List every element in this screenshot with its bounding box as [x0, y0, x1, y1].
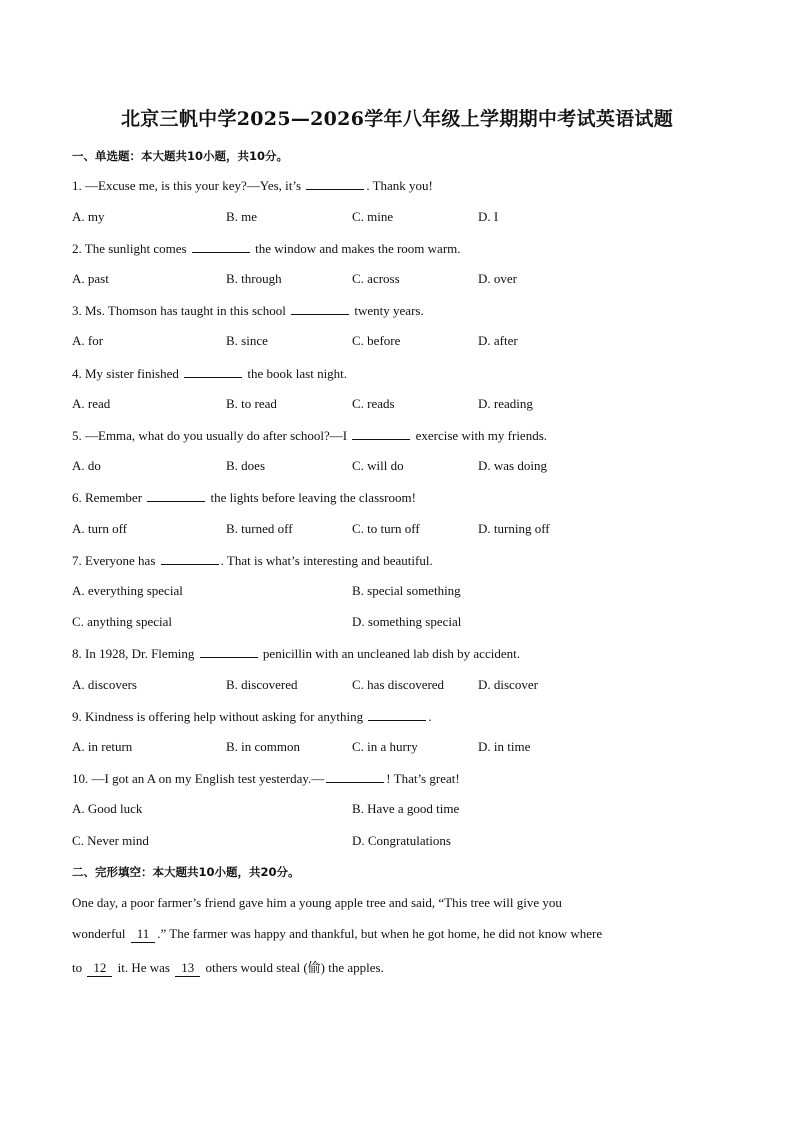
- option-5a: A. do: [72, 458, 101, 473]
- answer-blank: [184, 365, 242, 378]
- option-1c: C. mine: [352, 209, 394, 224]
- passage-line-3: to 12 it. He was 13 others would steal (偷) the apples.: [72, 960, 384, 975]
- answer-blank: [306, 177, 364, 190]
- option-1b: B. me: [226, 209, 258, 224]
- option-7c: C. anything special: [72, 614, 173, 629]
- option-6b: B. turned off: [226, 521, 293, 536]
- answer-blank: [192, 240, 250, 253]
- option-9b: B. in common: [226, 739, 301, 754]
- cloze-blank-11: 11: [131, 926, 156, 943]
- option-4c: C. reads: [352, 396, 395, 411]
- answer-blank: [291, 302, 349, 315]
- answer-blank: [200, 645, 258, 658]
- question-8: 8. In 1928, Dr. Fleming penicillin with an uncleaned lab dish by accident.: [72, 646, 520, 661]
- option-1a: A. my: [72, 209, 105, 224]
- option-6a: A. turn off: [72, 521, 128, 536]
- option-10d: D. Congratulations: [352, 833, 451, 848]
- answer-blank: [147, 489, 205, 502]
- question-3: 3. Ms. Thomson has taught in this school twenty years.: [72, 303, 424, 318]
- option-9c: C. in a hurry: [352, 739, 418, 754]
- question-1: 1. —Excuse me, is this your key?—Yes, it’s . Thank you!: [72, 178, 433, 193]
- cloze-blank-13: 13: [175, 960, 200, 977]
- option-4a: A. read: [72, 396, 111, 411]
- option-5c: C. will do: [352, 458, 404, 473]
- option-7b: B. special something: [352, 583, 461, 598]
- page-title: 北京三帆中学2025—2026学年八年级上学期期中考试英语试题: [120, 108, 674, 130]
- option-2d: D. over: [478, 271, 517, 286]
- option-10a: A. Good luck: [72, 801, 143, 816]
- option-3c: C. before: [352, 333, 401, 348]
- option-8d: D. discover: [478, 677, 538, 692]
- answer-blank: [352, 427, 410, 440]
- question-5: 5. —Emma, what do you usually do after school?—I exercise with my friends.: [72, 428, 548, 443]
- option-5b: B. does: [226, 458, 265, 473]
- question-10: 10. —I got an A on my English test yesterday.— ! That’s great!: [72, 771, 460, 786]
- option-9a: A. in return: [72, 739, 133, 754]
- section-heading-single-choice: 一、单选题：本大题共10小题，共10分。: [72, 149, 289, 163]
- question-7: 7. Everyone has . That is what’s interesting and beautiful.: [72, 553, 433, 568]
- section-heading-cloze: 二、完形填空：本大题共10小题，共20分。: [72, 865, 300, 879]
- option-8b: B. discovered: [226, 677, 298, 692]
- question-2: 2. The sunlight comes the window and makes the room warm.: [72, 241, 461, 256]
- option-8c: C. has discovered: [352, 677, 445, 692]
- option-3b: B. since: [226, 333, 268, 348]
- option-5d: D. was doing: [478, 458, 547, 473]
- question-4: 4. My sister finished the book last night.: [72, 366, 348, 381]
- passage-line-1: One day, a poor farmer’s friend gave him a young apple tree and said, “This tree will give you: [72, 895, 562, 910]
- option-10b: B. Have a good time: [352, 801, 460, 816]
- option-7d: D. something special: [352, 614, 462, 629]
- option-1d: D. I: [478, 209, 499, 224]
- option-4b: B. to read: [226, 396, 277, 411]
- option-7a: A. everything special: [72, 583, 183, 598]
- option-2b: B. through: [226, 271, 282, 286]
- answer-blank: [161, 552, 219, 565]
- answer-blank: [326, 770, 384, 783]
- answer-blank: [368, 708, 426, 721]
- option-3d: D. after: [478, 333, 518, 348]
- option-3a: A. for: [72, 333, 104, 348]
- cloze-blank-12: 12: [87, 960, 112, 977]
- question-6: 6. Remember the lights before leaving the classroom!: [72, 490, 416, 505]
- passage-line-2: wonderful 11 .” The farmer was happy and thankful, but when he got home, he did not know where: [72, 926, 603, 941]
- option-2a: A. past: [72, 271, 109, 286]
- question-9: 9. Kindness is offering help without asking for anything .: [72, 709, 432, 724]
- option-8a: A. discovers: [72, 677, 137, 692]
- option-6c: C. to turn off: [352, 521, 420, 536]
- option-10c: C. Never mind: [72, 833, 149, 848]
- option-9d: D. in time: [478, 739, 531, 754]
- option-6d: D. turning off: [478, 521, 550, 536]
- option-2c: C. across: [352, 271, 400, 286]
- option-4d: D. reading: [478, 396, 533, 411]
